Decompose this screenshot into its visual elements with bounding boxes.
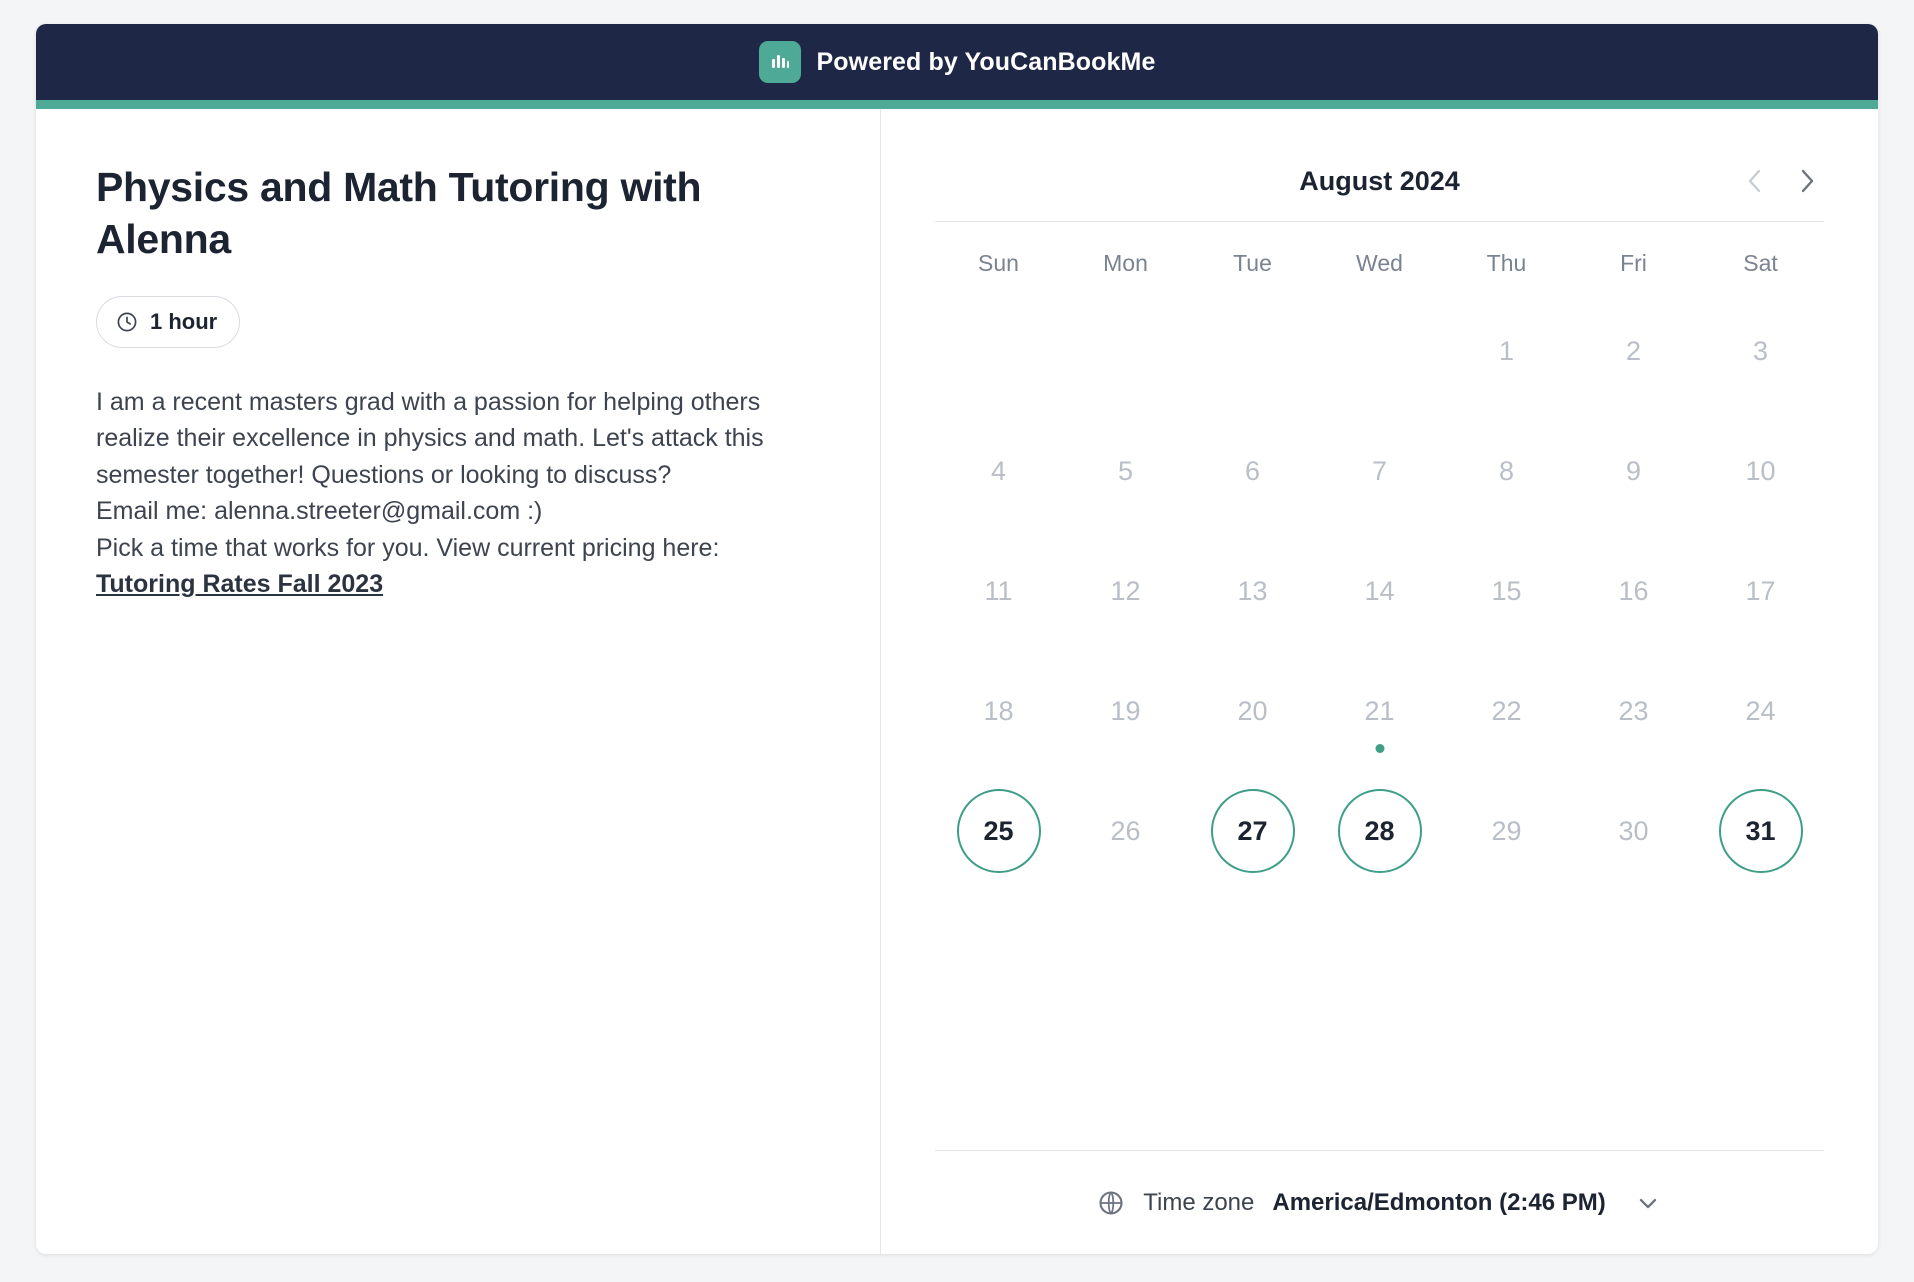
calendar-day <box>1570 531 1697 651</box>
calendar-day-number: 29 <box>1491 815 1522 846</box>
weekday-sat: Sat <box>1743 250 1778 276</box>
calendar-day-number: 18 <box>983 695 1014 726</box>
calendar-day <box>1443 531 1570 651</box>
calendar-day <box>1189 411 1316 531</box>
description-paragraph-3 <box>96 530 796 603</box>
calendar-day <box>1697 531 1824 651</box>
calendar-day-number: 20 <box>1237 695 1268 726</box>
weekday-thu: Thu <box>1486 250 1527 276</box>
calendar-day <box>935 651 1062 771</box>
timezone-label: Time zone <box>1143 1188 1255 1216</box>
calendar-day[interactable] <box>1189 771 1316 891</box>
calendar-day <box>1697 291 1824 411</box>
today-dot-indicator <box>1375 744 1384 753</box>
calendar-day <box>1316 411 1443 531</box>
pricing-link[interactable]: Tutoring Rates Fall 2023 <box>96 570 384 599</box>
globe-icon <box>1097 1189 1125 1217</box>
calendar-day-number: 12 <box>1110 575 1141 606</box>
calendar-days-grid <box>935 291 1824 891</box>
chevron-right-icon[interactable] <box>1794 166 1820 196</box>
calendar-day <box>1697 411 1824 531</box>
booking-card <box>36 24 1878 1254</box>
calendar-day-number: 13 <box>1237 575 1268 606</box>
weekday-tue: Tue <box>1233 250 1272 276</box>
calendar-day[interactable] <box>935 771 1062 891</box>
calendar-nav <box>1742 149 1820 213</box>
weekday-mon: Mon <box>1103 250 1148 276</box>
calendar-day <box>1570 771 1697 891</box>
event-description <box>96 384 796 603</box>
clock-icon <box>115 310 139 334</box>
calendar-day <box>1062 531 1189 651</box>
calendar-day-number: 14 <box>1364 575 1395 606</box>
calendar-day-number: 2 <box>1625 335 1642 366</box>
calendar-day <box>935 411 1062 531</box>
calendar-day-number: 28 <box>1338 789 1422 873</box>
calendar-day <box>1443 651 1570 771</box>
calendar-divider <box>935 221 1824 222</box>
calendar-day-number: 11 <box>984 575 1013 606</box>
calendar-day-number: 17 <box>1745 575 1776 606</box>
calendar-day <box>1062 411 1189 531</box>
calendar-day-number: 10 <box>1745 455 1776 486</box>
calendar-day[interactable] <box>1697 771 1824 891</box>
calendar-day-number: 7 <box>1371 455 1388 486</box>
calendar-day <box>1316 531 1443 651</box>
page-title: Physics and Math Tutoring with Alenna <box>96 164 702 263</box>
calendar-day <box>1189 651 1316 771</box>
brand-bar <box>36 24 1878 100</box>
chevron-down-icon[interactable] <box>1634 1189 1662 1217</box>
calendar-day <box>1570 411 1697 531</box>
calendar-day-number: 21 <box>1364 695 1395 726</box>
brand-text: Powered by YouCanBookMe <box>816 47 1156 76</box>
description-paragraph-2: Email me: alenna.streeter@gmail.com :) <box>96 497 543 526</box>
calendar-day-number: 31 <box>1719 789 1803 873</box>
calendar-day-number: 19 <box>1110 695 1141 726</box>
calendar-day <box>1570 291 1697 411</box>
bar-chart-logo-icon <box>759 41 801 83</box>
timezone-selector[interactable] <box>935 1150 1824 1254</box>
calendar-day[interactable] <box>1316 771 1443 891</box>
calendar-day-number: 5 <box>1117 455 1134 486</box>
chevron-left-icon[interactable] <box>1742 166 1768 196</box>
calendar-day <box>1443 771 1570 891</box>
calendar-day <box>1189 531 1316 651</box>
calendar-day <box>1443 291 1570 411</box>
weekday-sun: Sun <box>978 250 1019 276</box>
calendar-day-number: 23 <box>1618 695 1649 726</box>
weekday-fri: Fri <box>1620 250 1647 276</box>
event-details-panel <box>36 109 881 1254</box>
calendar-day <box>1697 651 1824 771</box>
body <box>36 109 1878 1254</box>
calendar-day-number: 1 <box>1498 335 1515 366</box>
calendar-day <box>935 531 1062 651</box>
calendar-day <box>1316 651 1443 771</box>
calendar-day-number: 16 <box>1618 575 1649 606</box>
calendar-day <box>1570 651 1697 771</box>
calendar-day-number: 25 <box>957 789 1041 873</box>
calendar-day-number: 27 <box>1211 789 1295 873</box>
calendar-day-number: 24 <box>1745 695 1776 726</box>
weekday-header-row <box>935 250 1824 277</box>
calendar-day-number: 4 <box>990 455 1007 486</box>
calendar-day-number: 3 <box>1752 335 1769 366</box>
calendar-day-number: 9 <box>1625 455 1642 486</box>
calendar-day-number: 8 <box>1498 455 1515 486</box>
calendar-day <box>1443 411 1570 531</box>
calendar-panel <box>881 109 1878 1254</box>
brand-link[interactable] <box>759 41 1156 83</box>
calendar-day <box>1062 651 1189 771</box>
calendar-day-number: 15 <box>1491 575 1522 606</box>
weekday-wed: Wed <box>1356 250 1403 276</box>
calendar-day-number: 30 <box>1618 815 1649 846</box>
calendar-day-number: 22 <box>1491 695 1522 726</box>
calendar-day <box>1062 771 1189 891</box>
calendar-header <box>935 149 1824 213</box>
description-paragraph-1: I am a recent masters grad with a passion for helping others realize their excellence in physics and math. Let's attack this semester together! Questions or looking to discuss? <box>96 387 764 489</box>
duration-label: 1 hour <box>150 308 218 334</box>
timezone-value: America/Edmonton (2:46 PM) <box>1272 1188 1606 1216</box>
duration-badge <box>96 296 240 348</box>
calendar-month-label: August 2024 <box>1299 165 1460 196</box>
calendar-day-number: 6 <box>1244 455 1261 486</box>
calendar-day-number: 26 <box>1110 815 1141 846</box>
accent-bar <box>36 100 1878 109</box>
description-paragraph-3-text: Pick a time that works for you. View current pricing here: <box>96 533 720 562</box>
